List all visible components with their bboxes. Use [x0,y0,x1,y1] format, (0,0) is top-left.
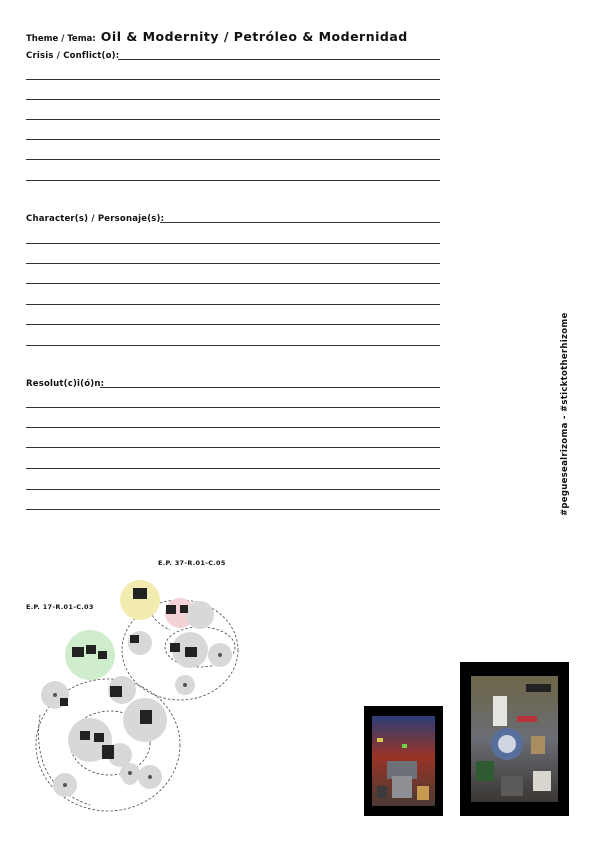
resolution-line [26,468,440,469]
rhizome-diagram [20,555,250,820]
crisis-line [26,139,440,140]
resolution-line [26,427,440,428]
poster-large [460,662,569,816]
characters-line [26,345,440,346]
characters-line [26,283,440,284]
poster-large-artwork [471,676,558,802]
characters-line [26,324,440,325]
resolution-line [26,447,440,448]
diagram-label-top: E.P. 37-R.01-C.05 [158,559,226,567]
crisis-line [26,180,440,181]
characters-line [26,243,440,244]
resolution-line [26,489,440,490]
resolution-line [26,407,440,408]
gray-nodes [41,601,232,797]
crisis-line [26,99,440,100]
node-highlight-yellow [120,580,160,620]
crisis-line [26,119,440,120]
poster-small [364,706,443,816]
characters-line [26,304,440,305]
poster-small-artwork [372,716,435,806]
theme-title: Oil & Modernity / Petróleo & Modernidad [100,29,408,44]
crisis-line [118,59,440,60]
resolution-line [26,509,440,510]
resolution-label: Resolut(c)i(ó)n: [26,379,105,389]
crisis-line [26,159,440,160]
characters-label: Character(s) / Personaje(s): [26,214,165,224]
characters-line [160,222,440,223]
diagram-label-left: E.P. 17-R.01-C.03 [26,603,94,611]
page-title [26,26,408,45]
characters-line [26,263,440,264]
theme-prefix: Theme / Tema: [26,34,96,44]
crisis-label: Crisis / Conflict(o): [26,51,120,61]
hashtag-side-text: #peguesealrizoma - #sticktotherhizome [560,312,570,516]
crisis-line [26,79,440,80]
resolution-line [100,387,440,388]
